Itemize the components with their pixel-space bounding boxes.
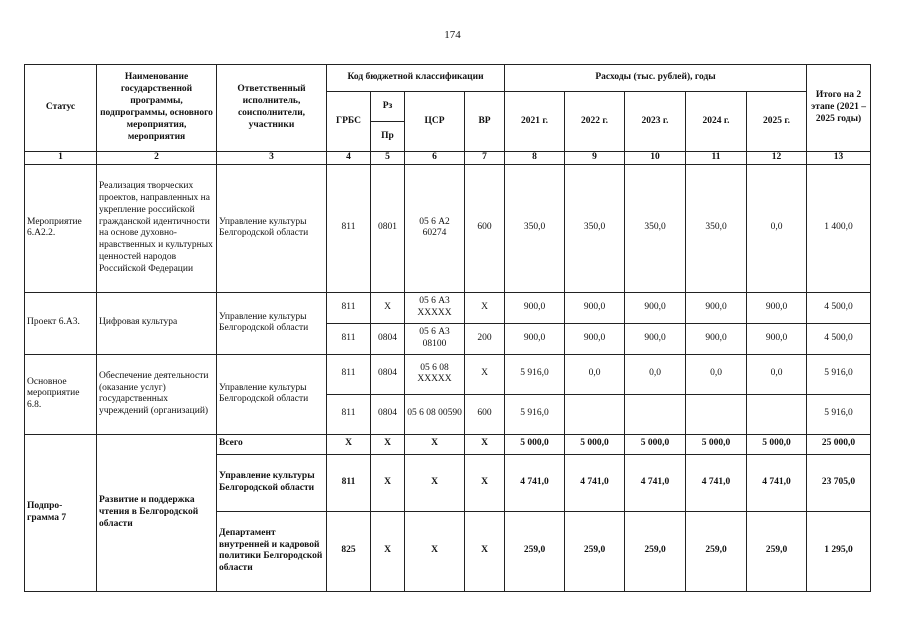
row-executor: Управление культуры Белгородской области: [217, 454, 327, 511]
header-executor: Ответственный исполнитель, соисполнители, участники: [217, 65, 327, 152]
cell-total: 4 500,0: [807, 323, 871, 354]
header-year-2021: 2021 г.: [505, 92, 565, 152]
col-number: 10: [625, 152, 686, 165]
header-expenses: Расходы (тыс. рублей), годы: [505, 65, 807, 92]
cell-grbs: 811: [327, 323, 371, 354]
cell-total: 1 295,0: [807, 511, 871, 591]
row-name: Реализация творческих проектов, направленных на укрепление российской гражданской идентичности на основе духовно-нравственных и культурных ценностей народов Российской Федерации: [97, 164, 217, 292]
cell-total: 25 000,0: [807, 434, 871, 454]
cell-2025: 0,0: [747, 164, 807, 292]
cell-2023: 259,0: [625, 511, 686, 591]
header-year-2025: 2025 г.: [747, 92, 807, 152]
cell-total: 5 916,0: [807, 394, 871, 434]
header-kbk: Код бюджетной классификации: [327, 65, 505, 92]
cell-vr: Х: [465, 454, 505, 511]
cell-2021: 350,0: [505, 164, 565, 292]
cell-2024: 900,0: [686, 323, 747, 354]
cell-rzpr: Х: [371, 292, 405, 323]
cell-2025: 900,0: [747, 292, 807, 323]
cell-vr: 600: [465, 394, 505, 434]
cell-2022: 259,0: [565, 511, 625, 591]
col-number: 12: [747, 152, 807, 165]
cell-2025: 4 741,0: [747, 454, 807, 511]
cell-grbs: 811: [327, 292, 371, 323]
budget-table: [24, 64, 871, 592]
cell-2025: 259,0: [747, 511, 807, 591]
cell-2023: 0,0: [625, 354, 686, 394]
cell-grbs: Х: [327, 434, 371, 454]
header-status: Статус: [25, 65, 97, 152]
cell-csr: 05 6 А3 ХХХХХ: [405, 292, 465, 323]
cell-rzpr: 0801: [371, 164, 405, 292]
cell-2025: 900,0: [747, 323, 807, 354]
cell-2021: 5 916,0: [505, 354, 565, 394]
cell-2024: 900,0: [686, 292, 747, 323]
cell-2022: 900,0: [565, 323, 625, 354]
cell-2024: 5 000,0: [686, 434, 747, 454]
cell-2022: 5 000,0: [565, 434, 625, 454]
col-number: 4: [327, 152, 371, 165]
cell-rzpr: 0804: [371, 323, 405, 354]
row-status: Мероприятие 6.А2.2.: [25, 164, 97, 292]
page-number: 174: [444, 29, 461, 41]
row-status: Подпро-грамма 7: [25, 434, 97, 591]
cell-total: 23 705,0: [807, 454, 871, 511]
row-executor: Управление культуры Белгородской области: [217, 292, 327, 354]
header-name: Наименование государственной программы, подпрограммы, основного мероприятия, мероприятия: [97, 65, 217, 152]
col-number: 6: [405, 152, 465, 165]
cell-csr: 05 6 08 00590: [405, 394, 465, 434]
cell-2021: 4 741,0: [505, 454, 565, 511]
header-year-2024: 2024 г.: [686, 92, 747, 152]
cell-rzpr: Х: [371, 454, 405, 511]
cell-csr: 05 6 А2 60274: [405, 164, 465, 292]
header-pr: Пр: [371, 122, 405, 152]
header-grbs: ГРБС: [327, 92, 371, 152]
col-number: 1: [25, 152, 97, 165]
cell-2024: 4 741,0: [686, 454, 747, 511]
row-status: Основное мероприятие 6.8.: [25, 354, 97, 434]
cell-total: 5 916,0: [807, 354, 871, 394]
table-row: [25, 354, 871, 394]
cell-2023: 900,0: [625, 323, 686, 354]
col-number: 11: [686, 152, 747, 165]
cell-total: 4 500,0: [807, 292, 871, 323]
cell-grbs: 811: [327, 354, 371, 394]
row-executor: Управление культуры Белгородской области: [217, 354, 327, 434]
cell-vr: 600: [465, 164, 505, 292]
cell-2024: 0,0: [686, 354, 747, 394]
col-number: 7: [465, 152, 505, 165]
cell-2021: 259,0: [505, 511, 565, 591]
cell-total: 1 400,0: [807, 164, 871, 292]
cell-rzpr: Х: [371, 434, 405, 454]
cell-2022: 4 741,0: [565, 454, 625, 511]
cell-2021: 5 916,0: [505, 394, 565, 434]
cell-2023: 5 000,0: [625, 434, 686, 454]
cell-2023: 4 741,0: [625, 454, 686, 511]
cell-vr: Х: [465, 511, 505, 591]
cell-rzpr: 0804: [371, 354, 405, 394]
row-executor: Департамент внутренней и кадровой политики Белгородской области: [217, 511, 327, 591]
cell-rzpr: Х: [371, 511, 405, 591]
cell-vr: Х: [465, 434, 505, 454]
col-number: 5: [371, 152, 405, 165]
cell-rzpr: 0804: [371, 394, 405, 434]
col-number: 2: [97, 152, 217, 165]
row-executor: Управление культуры Белгородской области: [217, 164, 327, 292]
col-number: 8: [505, 152, 565, 165]
cell-2022: 900,0: [565, 292, 625, 323]
cell-csr: Х: [405, 454, 465, 511]
header-csr: ЦСР: [405, 92, 465, 152]
cell-vr: Х: [465, 292, 505, 323]
col-number: 13: [807, 152, 871, 165]
cell-vr: Х: [465, 354, 505, 394]
cell-2023: [625, 394, 686, 434]
cell-2021: 900,0: [505, 323, 565, 354]
table-row: [25, 164, 871, 292]
cell-2024: [686, 394, 747, 434]
cell-csr: 05 6 А3 08100: [405, 323, 465, 354]
cell-2021: 5 000,0: [505, 434, 565, 454]
col-number: 3: [217, 152, 327, 165]
col-number: 9: [565, 152, 625, 165]
cell-2022: 0,0: [565, 354, 625, 394]
header-rz: Рз: [371, 92, 405, 122]
table-row: [25, 292, 871, 323]
cell-2022: [565, 394, 625, 434]
cell-2025: 0,0: [747, 354, 807, 394]
cell-csr: Х: [405, 511, 465, 591]
cell-2023: 900,0: [625, 292, 686, 323]
row-name: Развитие и поддержка чтения в Белгородской области: [97, 434, 217, 591]
cell-2023: 350,0: [625, 164, 686, 292]
header-vr: ВР: [465, 92, 505, 152]
row-status: Проект 6.А3.: [25, 292, 97, 354]
header-total: Итого на 2 этапе (2021 – 2025 годы): [807, 65, 871, 152]
cell-2022: 350,0: [565, 164, 625, 292]
cell-csr: 05 6 08 ХХХХХ: [405, 354, 465, 394]
table-row: [25, 434, 871, 454]
cell-csr: Х: [405, 434, 465, 454]
cell-2025: [747, 394, 807, 434]
cell-grbs: 811: [327, 164, 371, 292]
cell-grbs: 811: [327, 394, 371, 434]
cell-grbs: 825: [327, 511, 371, 591]
header-year-2022: 2022 г.: [565, 92, 625, 152]
cell-2021: 900,0: [505, 292, 565, 323]
cell-2024: 350,0: [686, 164, 747, 292]
row-name: Цифровая культура: [97, 292, 217, 354]
cell-2024: 259,0: [686, 511, 747, 591]
header-year-2023: 2023 г.: [625, 92, 686, 152]
row-name: Обеспечение деятельности (оказание услуг) государственных учреждений (организаций): [97, 354, 217, 434]
cell-vr: 200: [465, 323, 505, 354]
cell-grbs: 811: [327, 454, 371, 511]
row-executor: Всего: [217, 434, 327, 454]
cell-2025: 5 000,0: [747, 434, 807, 454]
